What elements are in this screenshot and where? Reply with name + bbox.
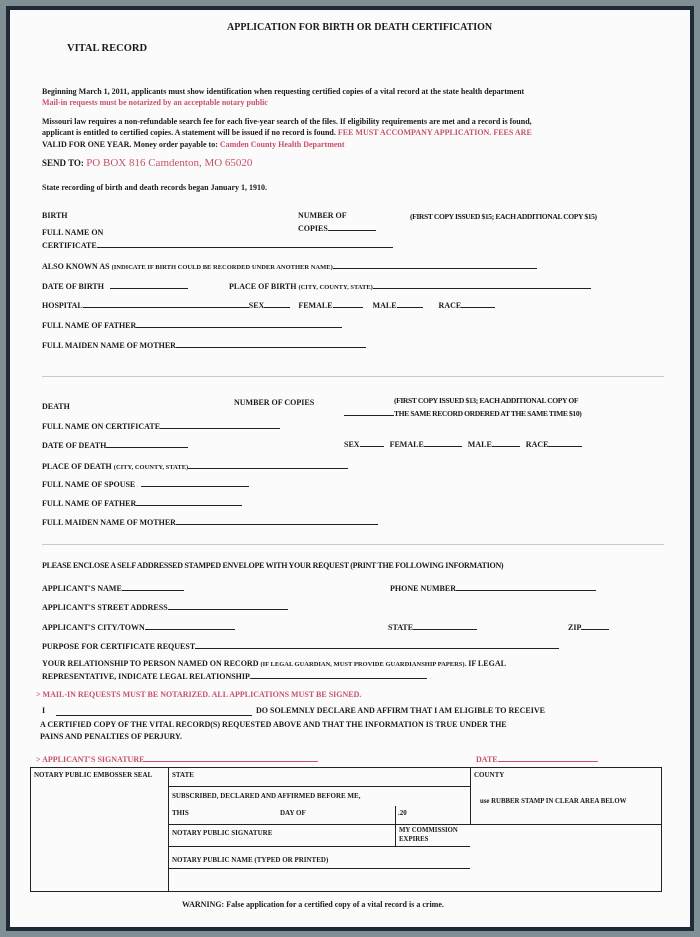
birth-aka-label: ALSO KNOWN AS <box>42 262 110 271</box>
birth-pob-note: (CITY, COUNTY, STATE) <box>298 284 373 291</box>
birth-aka-input[interactable] <box>333 259 537 269</box>
state-recording-note: State recording of birth and death records began January 1, 1910. <box>42 183 268 192</box>
legal-representative-label: REPRESENTATIVE, INDICATE LEGAL RELATIONSHIP. <box>42 672 252 681</box>
death-fee-line1: (FIRST COPY ISSUED $13; EACH ADDITIONAL COPY OF <box>394 396 579 405</box>
birth-female-label: FEMALE <box>298 301 333 310</box>
phone-label: PHONE NUMBER <box>390 584 456 593</box>
death-pod-input[interactable] <box>188 459 348 469</box>
document-page <box>10 10 690 927</box>
birth-pob-label: PLACE OF BIRTH <box>229 282 297 291</box>
declaration-line1: DO SOLEMNLY DECLARE AND AFFIRM THAT I AM ELIGIBLE TO RECEIVE <box>256 706 545 715</box>
applicant-name-label: APPLICANT'S NAME <box>42 584 122 593</box>
notary-county-label: COUNTY <box>474 771 505 779</box>
notary-day-of-label: DAY OF <box>280 809 306 817</box>
birth-heading: BIRTH <box>42 211 68 220</box>
birth-copies-label-1: NUMBER OF <box>298 211 347 220</box>
death-dod-input[interactable] <box>106 438 188 448</box>
fees-valid: VALID FOR ONE YEAR. <box>42 140 132 149</box>
applicant-name-input[interactable] <box>122 581 184 591</box>
birth-mother-label: FULL MAIDEN NAME OF MOTHER <box>42 341 176 350</box>
envelope-instruction: PLEASE ENCLOSE A SELF ADDRESSED STAMPED ENVELOPE WITH YOUR REQUEST (PRINT THE FOLLOWING INFORMATION) <box>42 561 504 570</box>
notary-year-label: .20 <box>398 809 407 817</box>
birth-female-input[interactable] <box>333 298 363 308</box>
birth-dob-label: DATE OF BIRTH <box>42 282 104 291</box>
birth-hospital-label: HOSPITAL <box>42 301 83 310</box>
notary-name-label: NOTARY PUBLIC NAME (TYPED OR PRINTED) <box>172 856 329 864</box>
birth-full-name-label-2: CERTIFICATE <box>42 241 97 250</box>
birth-aka-note: (INDICATE IF BIRTH COULD BE RECORDED UNDER ANOTHER NAME) <box>111 264 333 271</box>
send-to-address: PO BOX 816 Camdenton, MO 65020 <box>86 157 253 169</box>
section-divider-2 <box>42 544 664 545</box>
purpose-input[interactable] <box>195 639 559 649</box>
phone-input[interactable] <box>456 581 596 591</box>
signature-label: > APPLICANT'S SIGNATURE <box>36 755 145 764</box>
money-order-payee: Camden County Health Department <box>219 140 345 149</box>
death-heading: DEATH <box>42 402 70 411</box>
birth-male-label: MALE <box>372 301 397 310</box>
death-father-input[interactable] <box>136 496 242 506</box>
notary-state-label: STATE <box>172 771 194 779</box>
birth-race-label: RACE <box>438 301 462 310</box>
birth-race-input[interactable] <box>461 298 495 308</box>
declaration-line3: PAINS AND PENALTIES OF PERJURY. <box>40 732 183 741</box>
vital-record-label: VITAL RECORD <box>67 43 148 54</box>
send-to-label: SEND TO: <box>42 158 84 168</box>
death-race-input[interactable] <box>548 437 582 447</box>
notary-seal-label: NOTARY PUBLIC EMBOSSER SEAL <box>34 771 153 779</box>
birth-dob-input[interactable] <box>110 279 188 289</box>
state-input[interactable] <box>413 620 477 630</box>
notary-commission-label-1: MY COMMISSION <box>399 827 458 834</box>
death-full-name-label: FULL NAME ON CERTIFICATE <box>42 422 161 431</box>
birth-sex-input[interactable] <box>264 298 290 308</box>
death-female-label: FEMALE <box>389 440 424 449</box>
death-spouse-input[interactable] <box>141 477 249 487</box>
notary-signature-label: NOTARY PUBLIC SIGNATURE <box>172 829 273 837</box>
relationship-label-b: IF LEGAL <box>468 659 506 668</box>
birth-fee: (FIRST COPY ISSUED $15; EACH ADDITIONAL COPY $15) <box>410 212 597 221</box>
relationship-input[interactable] <box>251 669 427 679</box>
notary-stamp-instruction: use RUBBER STAMP IN CLEAR AREA BELOW <box>480 798 627 805</box>
death-sex-label: SEX <box>344 440 360 449</box>
street-label: APPLICANT'S STREET ADDRESS <box>42 603 168 612</box>
death-copies-input[interactable] <box>344 406 394 416</box>
birth-full-name-label-1: FULL NAME ON <box>42 228 104 237</box>
birth-father-label: FULL NAME OF FATHER <box>42 321 137 330</box>
relationship-note: (IF LEGAL GUARDIAN, MUST PROVIDE GUARDIANSHIP PAPERS). <box>260 661 467 668</box>
birth-pob-input[interactable] <box>373 279 591 289</box>
birth-sex-label: SEX <box>248 301 265 310</box>
death-father-label: FULL NAME OF FATHER <box>42 499 137 508</box>
relationship-label: YOUR RELATIONSHIP TO PERSON NAMED ON RECORD <box>42 659 259 668</box>
zip-label: ZIP <box>568 623 582 632</box>
birth-full-name-input[interactable] <box>97 238 393 248</box>
death-pod-note: (CITY, COUNTY, STATE) <box>113 464 189 471</box>
declaration-line2: A CERTIFIED COPY OF THE VITAL RECORD(S) REQUESTED ABOVE AND THAT THE INFORMATION IS TRUE UNDER THE <box>40 720 507 729</box>
declarant-i: I <box>42 706 46 715</box>
fee-must-accompany: FEE MUST ACCOMPANY APPLICATION. FEES ARE <box>337 128 532 137</box>
street-input[interactable] <box>168 600 288 610</box>
birth-hospital-input[interactable] <box>83 298 249 308</box>
death-male-label: MALE <box>467 440 492 449</box>
death-pod-label: PLACE OF DEATH <box>42 462 112 471</box>
notary-notice: Mail-in requests must be notarized by an acceptable notary public <box>42 98 268 107</box>
purpose-label: PURPOSE FOR CERTIFICATE REQUEST <box>42 642 196 651</box>
city-input[interactable] <box>145 620 235 630</box>
notary-this-label: THIS <box>172 809 189 817</box>
notarized-warning: > MAIL-IN REQUESTS MUST BE NOTARIZED. ALL APPLICATIONS MUST BE SIGNED. <box>36 690 362 699</box>
birth-male-input[interactable] <box>397 298 423 308</box>
death-mother-input[interactable] <box>176 515 378 525</box>
section-divider <box>42 376 664 377</box>
death-male-input[interactable] <box>492 437 520 447</box>
death-sex-input[interactable] <box>360 437 384 447</box>
date-input[interactable] <box>498 752 598 762</box>
money-order-label: Money order payable to: <box>133 140 218 149</box>
death-mother-label: FULL MAIDEN NAME OF MOTHER <box>42 518 176 527</box>
fee-paragraph-line2: applicant is entitled to certified copies. A statement will be issued if no record is found. <box>42 128 336 137</box>
form-title: APPLICATION FOR BIRTH OR DEATH CERTIFICATION <box>227 22 493 33</box>
death-fee-line2: THE SAME RECORD ORDERED AT THE SAME TIME $10) <box>394 409 582 418</box>
city-label: APPLICANT'S CITY/TOWN <box>42 623 145 632</box>
death-dod-label: DATE OF DEATH <box>42 441 107 450</box>
declarant-name-input[interactable] <box>56 706 252 716</box>
warning-footer: WARNING: False application for a certified copy of a vital record is a crime. <box>182 900 444 909</box>
notary-commission-label-2: EXPIRES <box>399 836 429 843</box>
death-full-name-input[interactable] <box>160 419 280 429</box>
fee-paragraph-line1: Missouri law requires a non-refundable search fee for each five-year search of the files. If eligibility requirements are met and a record is found, <box>42 117 532 126</box>
death-copies-label: NUMBER OF COPIES <box>234 398 315 407</box>
death-race-label: RACE <box>525 440 549 449</box>
death-female-input[interactable] <box>424 437 462 447</box>
birth-copies-label-2: COPIES <box>298 221 376 234</box>
birth-mother-input[interactable] <box>176 338 366 348</box>
birth-copies-input[interactable] <box>328 221 376 231</box>
zip-input[interactable] <box>581 620 609 630</box>
death-spouse-label: FULL NAME OF SPOUSE <box>42 480 136 489</box>
state-label: STATE <box>388 623 414 632</box>
signature-input[interactable] <box>144 752 318 762</box>
notary-subscribed-label: SUBSCRIBED, DECLARED AND AFFIRMED BEFORE ME, <box>172 792 361 800</box>
birth-father-input[interactable] <box>136 318 342 328</box>
id-notice: Beginning March 1, 2011, applicants must show identification when requesting certified copies of a vital record at the state health department <box>42 87 525 96</box>
date-label: DATE <box>476 755 498 764</box>
